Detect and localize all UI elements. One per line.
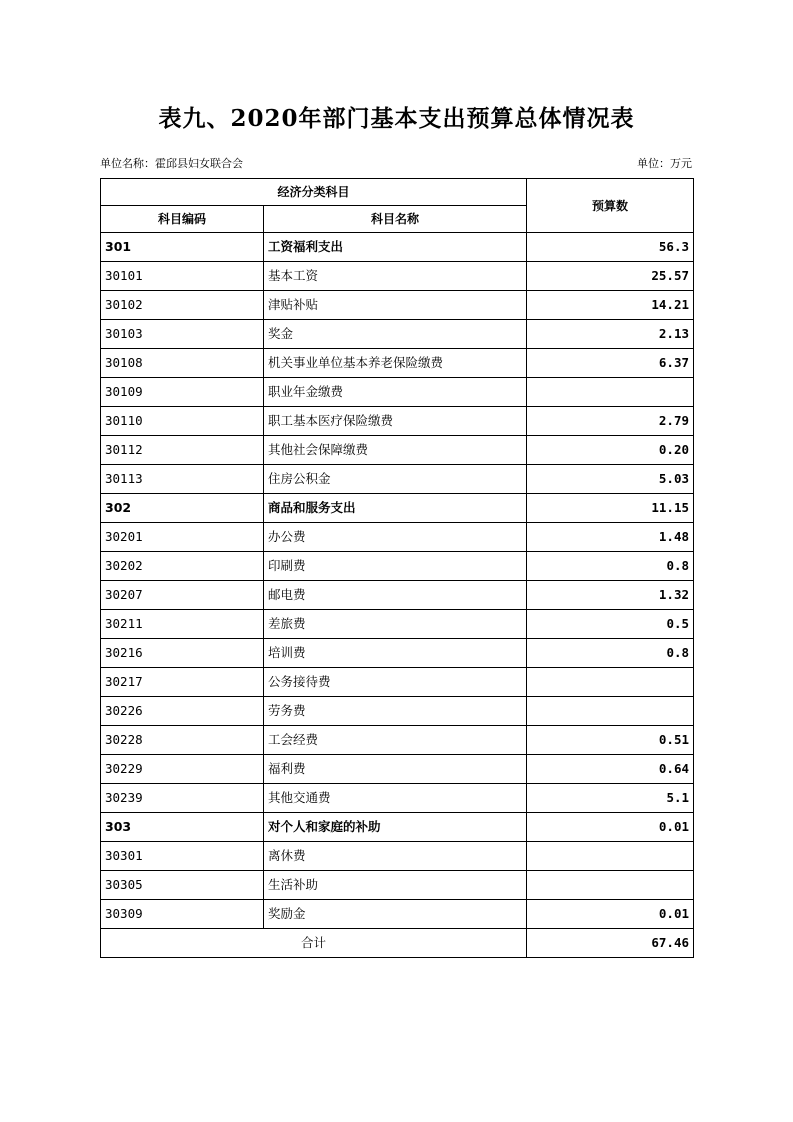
category-group-row: [101, 494, 694, 523]
item-code: 30112: [101, 436, 264, 465]
item-name: 住房公积金: [264, 465, 527, 494]
table-row: [101, 436, 694, 465]
item-code: 30201: [101, 523, 264, 552]
table-row: [101, 378, 694, 407]
table-row: [101, 465, 694, 494]
table-row: [101, 784, 694, 813]
table-row: [101, 697, 694, 726]
item-code: 30226: [101, 697, 264, 726]
item-name: 生活补助: [264, 871, 527, 900]
table-row: [101, 523, 694, 552]
budget-table-body: [101, 179, 694, 958]
item-code: 30301: [101, 842, 264, 871]
item-name: 印刷费: [264, 552, 527, 581]
item-code: 30305: [101, 871, 264, 900]
item-amount: 0.64: [527, 755, 694, 784]
table-row: [101, 726, 694, 755]
item-amount: 1.32: [527, 581, 694, 610]
item-code: 302: [101, 494, 264, 523]
item-code: 30211: [101, 610, 264, 639]
table-row: [101, 349, 694, 378]
total-label: 合计: [101, 929, 527, 958]
item-name: 职工基本医疗保险缴费: [264, 407, 527, 436]
item-amount: 1.48: [527, 523, 694, 552]
unit-name: 单位名称：霍邱县妇女联合会: [100, 157, 243, 170]
table-row: [101, 407, 694, 436]
item-amount: 0.5: [527, 610, 694, 639]
item-code: 30202: [101, 552, 264, 581]
item-amount: 0.20: [527, 436, 694, 465]
table-row: [101, 755, 694, 784]
table-row: [101, 610, 694, 639]
item-name: 办公费: [264, 523, 527, 552]
item-name: 对个人和家庭的补助: [264, 813, 527, 842]
item-amount: 6.37: [527, 349, 694, 378]
budget-table: [100, 178, 694, 958]
item-code: 30110: [101, 407, 264, 436]
item-code: 30113: [101, 465, 264, 494]
item-amount: 11.15: [527, 494, 694, 523]
header-row-top: [101, 179, 694, 206]
table-row: [101, 871, 694, 900]
item-code: 30109: [101, 378, 264, 407]
item-code: 30228: [101, 726, 264, 755]
table-row: [101, 639, 694, 668]
item-code: 30239: [101, 784, 264, 813]
item-code: 30102: [101, 291, 264, 320]
table-row: [101, 291, 694, 320]
item-amount: 0.8: [527, 552, 694, 581]
item-code: 30217: [101, 668, 264, 697]
item-amount: 14.21: [527, 291, 694, 320]
item-name: 奖金: [264, 320, 527, 349]
item-name: 基本工资: [264, 262, 527, 291]
item-name: 其他交通费: [264, 784, 527, 813]
table-row: [101, 581, 694, 610]
item-amount: 5.03: [527, 465, 694, 494]
item-name: 商品和服务支出: [264, 494, 527, 523]
unit-label: 单位：万元: [637, 157, 692, 170]
item-amount: 0.8: [527, 639, 694, 668]
item-name: 工会经费: [264, 726, 527, 755]
item-code: 30108: [101, 349, 264, 378]
item-code: 30229: [101, 755, 264, 784]
table-row: [101, 668, 694, 697]
total-amount: 67.46: [527, 929, 694, 958]
table-row: [101, 842, 694, 871]
item-name: 离休费: [264, 842, 527, 871]
item-amount: [527, 842, 694, 871]
item-amount: 2.13: [527, 320, 694, 349]
item-code: 30216: [101, 639, 264, 668]
item-name: 公务接待费: [264, 668, 527, 697]
item-amount: [527, 378, 694, 407]
item-amount: 0.51: [527, 726, 694, 755]
item-amount: [527, 871, 694, 900]
item-name: 工资福利支出: [264, 233, 527, 262]
item-name: 福利费: [264, 755, 527, 784]
item-name: 职业年金缴费: [264, 378, 527, 407]
item-name: 劳务费: [264, 697, 527, 726]
page-title: 表九、2020年部门基本支出预算总体情况表: [158, 105, 635, 132]
table-row: [101, 320, 694, 349]
item-name: 机关事业单位基本养老保险缴费: [264, 349, 527, 378]
item-name: 差旅费: [264, 610, 527, 639]
item-amount: 25.57: [527, 262, 694, 291]
item-code: 301: [101, 233, 264, 262]
item-code: 30103: [101, 320, 264, 349]
name-header: 科目名称: [264, 206, 527, 233]
item-code: 30207: [101, 581, 264, 610]
item-code: 30101: [101, 262, 264, 291]
item-code: 303: [101, 813, 264, 842]
item-amount: 56.3: [527, 233, 694, 262]
table-row: [101, 900, 694, 929]
item-name: 奖励金: [264, 900, 527, 929]
category-header: 经济分类科目: [101, 179, 527, 206]
amount-header: 预算数: [527, 179, 694, 233]
item-name: 邮电费: [264, 581, 527, 610]
item-name: 培训费: [264, 639, 527, 668]
table-row: [101, 262, 694, 291]
total-row: [101, 929, 694, 958]
code-header: 科目编码: [101, 206, 264, 233]
item-name: 津贴补贴: [264, 291, 527, 320]
item-amount: [527, 668, 694, 697]
category-group-row: [101, 813, 694, 842]
item-amount: 0.01: [527, 813, 694, 842]
item-amount: 5.1: [527, 784, 694, 813]
category-group-row: [101, 233, 694, 262]
item-code: 30309: [101, 900, 264, 929]
item-amount: 0.01: [527, 900, 694, 929]
item-amount: [527, 697, 694, 726]
item-amount: 2.79: [527, 407, 694, 436]
table-row: [101, 552, 694, 581]
item-name: 其他社会保障缴费: [264, 436, 527, 465]
